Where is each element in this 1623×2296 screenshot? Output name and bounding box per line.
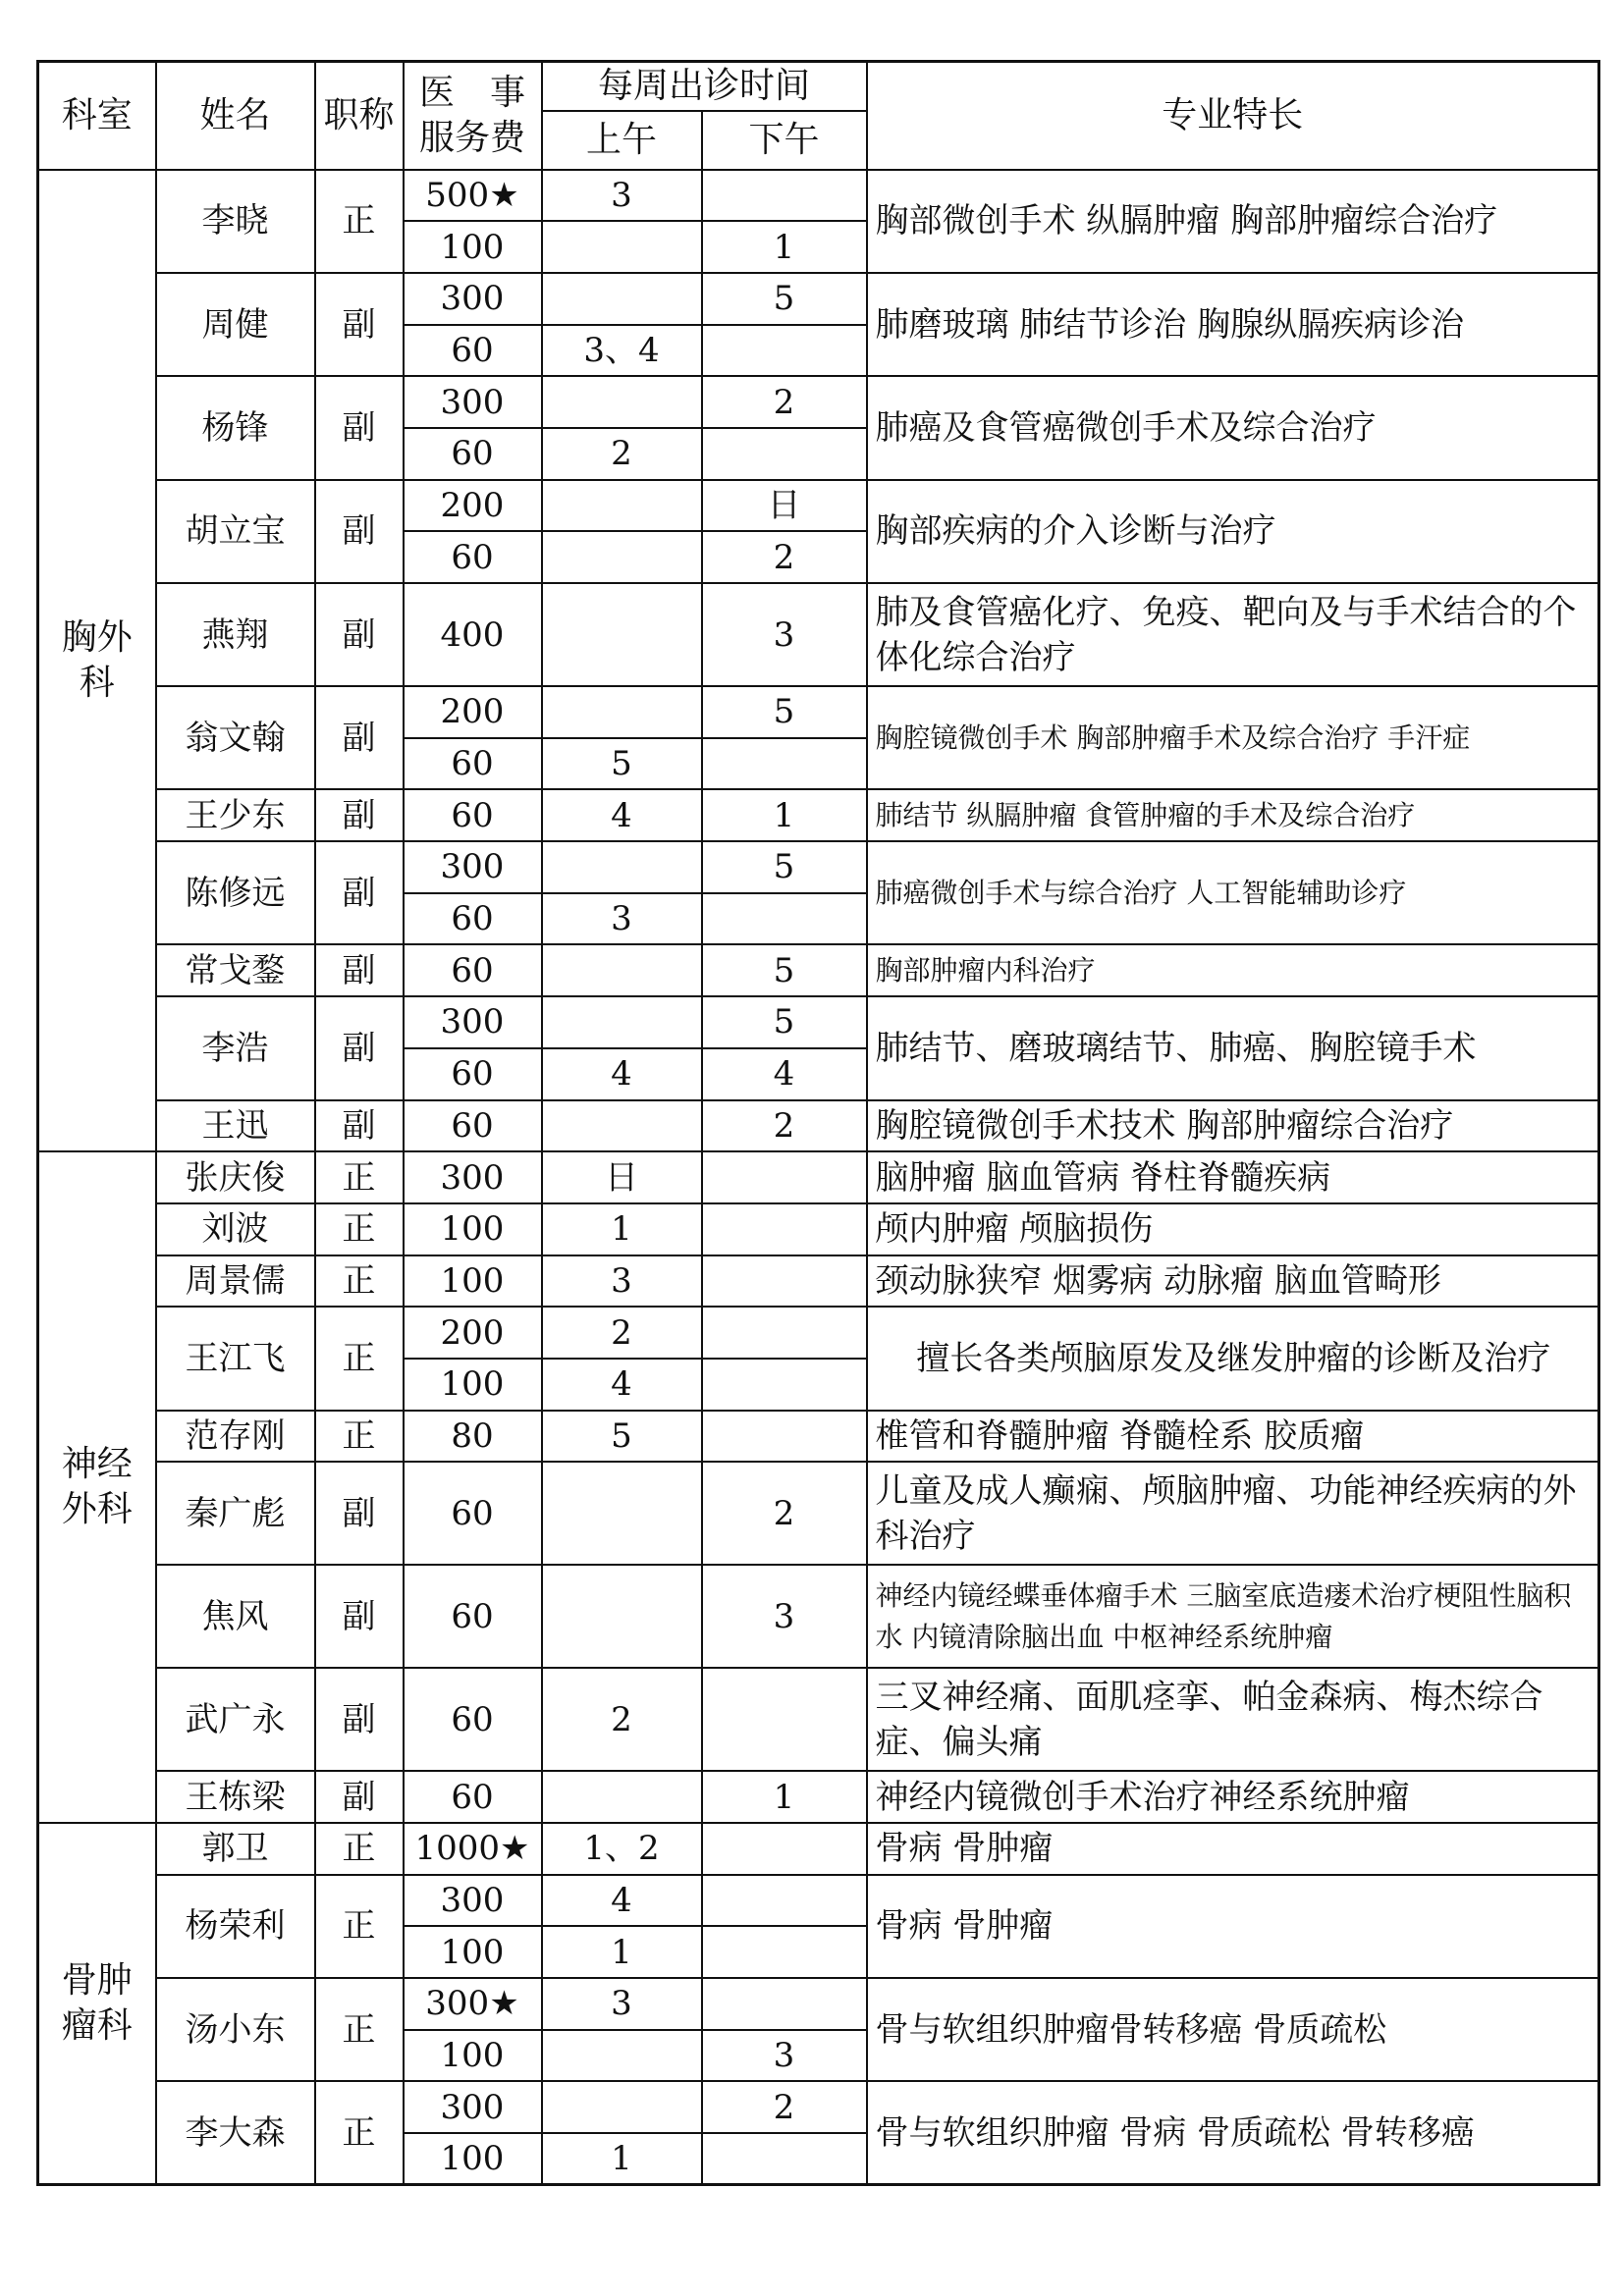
department-name: 胸外科: [38, 170, 156, 1152]
doctor-title: 副: [315, 686, 404, 789]
doctor-title: 正: [315, 1875, 404, 1978]
morning-slot: [542, 944, 702, 996]
doctor-name: 王迅: [156, 1100, 315, 1152]
doctor-name: 胡立宝: [156, 480, 315, 583]
service-fee: 300: [404, 376, 542, 428]
afternoon-slot: 1: [702, 221, 867, 273]
service-fee: 200: [404, 686, 542, 738]
table-row: [38, 1771, 1599, 1823]
afternoon-slot: [702, 1926, 867, 1978]
morning-slot: [542, 480, 702, 532]
afternoon-slot: 2: [702, 1462, 867, 1565]
table-row: [38, 789, 1599, 841]
service-fee: 300: [404, 841, 542, 893]
table-row: [38, 1668, 1599, 1771]
specialty: 神经内镜微创手术治疗神经系统肿瘤: [867, 1771, 1599, 1823]
doctor-title: 副: [315, 583, 404, 686]
service-fee: 100: [404, 1203, 542, 1255]
header-fee: [404, 62, 542, 170]
service-fee: 300: [404, 1151, 542, 1203]
morning-slot: 4: [542, 1359, 702, 1411]
morning-slot: 5: [542, 738, 702, 790]
header-name: 姓名: [156, 62, 315, 170]
doctor-title: 副: [315, 376, 404, 479]
header-title: 职称: [315, 62, 404, 170]
specialty: 肺结节、磨玻璃结节、肺癌、胸腔镜手术: [867, 996, 1599, 1099]
service-fee: 200: [404, 480, 542, 532]
doctor-name: 秦广彪: [156, 1462, 315, 1565]
header-dept: 科室: [38, 62, 156, 170]
specialty: 肺及食管癌化疗、免疫、靶向及与手术结合的个体化综合治疗: [867, 583, 1599, 686]
service-fee: 60: [404, 789, 542, 841]
morning-slot: [542, 1771, 702, 1823]
morning-slot: 4: [542, 1875, 702, 1927]
doctor-title: 副: [315, 1771, 404, 1823]
table-row: [38, 944, 1599, 996]
service-fee: 60: [404, 893, 542, 945]
service-fee: 1000★: [404, 1823, 542, 1875]
specialty: 肺癌微创手术与综合治疗 人工智能辅助诊疗: [867, 841, 1599, 944]
specialty: 颈动脉狭窄 烟雾病 动脉瘤 脑血管畸形: [867, 1255, 1599, 1308]
afternoon-slot: [702, 1668, 867, 1771]
afternoon-slot: [702, 738, 867, 790]
doctor-name: 刘波: [156, 1203, 315, 1255]
afternoon-slot: 2: [702, 2081, 867, 2133]
doctor-name: 杨荣利: [156, 1875, 315, 1978]
table-row: [38, 376, 1599, 428]
morning-slot: [542, 996, 702, 1048]
morning-slot: 日: [542, 1151, 702, 1203]
afternoon-slot: [702, 1411, 867, 1463]
service-fee: 300★: [404, 1978, 542, 2030]
specialty: 三叉神经痛、面肌痉挛、帕金森病、梅杰综合症、偏头痛: [867, 1668, 1599, 1771]
specialty: 骨病 骨肿瘤: [867, 1875, 1599, 1978]
morning-slot: 2: [542, 1307, 702, 1359]
doctor-name: 王少东: [156, 789, 315, 841]
afternoon-slot: [702, 170, 867, 222]
header-specialty: 专业特长: [867, 62, 1599, 170]
table-body: [38, 170, 1599, 2185]
morning-slot: 5: [542, 1411, 702, 1463]
service-fee: 100: [404, 2030, 542, 2082]
doctor-title: 副: [315, 1462, 404, 1565]
afternoon-slot: 5: [702, 996, 867, 1048]
service-fee: 400: [404, 583, 542, 686]
doctor-name: 王江飞: [156, 1307, 315, 1410]
service-fee: 60: [404, 738, 542, 790]
morning-slot: [542, 376, 702, 428]
specialty: 胸部肿瘤内科治疗: [867, 944, 1599, 996]
doctor-title: 正: [315, 1411, 404, 1463]
morning-slot: 3: [542, 1255, 702, 1308]
afternoon-slot: [702, 1823, 867, 1875]
afternoon-slot: 5: [702, 686, 867, 738]
service-fee: 100: [404, 1926, 542, 1978]
table-row: [38, 841, 1599, 893]
morning-slot: [542, 1462, 702, 1565]
service-fee: 100: [404, 1255, 542, 1308]
afternoon-slot: 5: [702, 273, 867, 325]
doctor-title: 副: [315, 996, 404, 1099]
specialty: 椎管和脊髓肿瘤 脊髓栓系 胶质瘤: [867, 1411, 1599, 1463]
header-fee-line2: 服务费: [418, 117, 525, 158]
afternoon-slot: [702, 893, 867, 945]
morning-slot: 2: [542, 1668, 702, 1771]
doctor-title: 正: [315, 170, 404, 273]
header-schedule: 每周出诊时间: [542, 62, 867, 111]
doctor-name: 范存刚: [156, 1411, 315, 1463]
table-row: [38, 1565, 1599, 1668]
afternoon-slot: [702, 1151, 867, 1203]
service-fee: 80: [404, 1411, 542, 1463]
service-fee: 300: [404, 1875, 542, 1927]
table-row: [38, 1307, 1599, 1359]
doctor-name: 李大森: [156, 2081, 315, 2184]
table-row: [38, 273, 1599, 325]
morning-slot: [542, 1565, 702, 1668]
doctor-title: 副: [315, 1668, 404, 1771]
service-fee: 60: [404, 428, 542, 480]
doctor-title: 正: [315, 1151, 404, 1203]
doctor-name: 李浩: [156, 996, 315, 1099]
morning-slot: 1: [542, 1203, 702, 1255]
table-row: [38, 686, 1599, 738]
afternoon-slot: 2: [702, 531, 867, 583]
doctor-title: 副: [315, 1565, 404, 1668]
doctor-title: 副: [315, 944, 404, 996]
service-fee: 60: [404, 1100, 542, 1152]
table-row: [38, 1151, 1599, 1203]
doctor-title: 正: [315, 1823, 404, 1875]
specialty: 胸腔镜微创手术技术 胸部肿瘤综合治疗: [867, 1100, 1599, 1152]
afternoon-slot: 1: [702, 1771, 867, 1823]
afternoon-slot: 3: [702, 583, 867, 686]
service-fee: 60: [404, 1771, 542, 1823]
doctor-name: 周健: [156, 273, 315, 376]
morning-slot: 2: [542, 428, 702, 480]
doctor-title: 副: [315, 480, 404, 583]
afternoon-slot: 2: [702, 1100, 867, 1152]
morning-slot: 4: [542, 1048, 702, 1100]
service-fee: 300: [404, 996, 542, 1048]
doctor-name: 武广永: [156, 1668, 315, 1771]
doctor-title: 正: [315, 1255, 404, 1308]
afternoon-slot: 日: [702, 480, 867, 532]
doctor-name: 张庆俊: [156, 1151, 315, 1203]
afternoon-slot: 5: [702, 841, 867, 893]
morning-slot: [542, 2030, 702, 2082]
service-fee: 300: [404, 273, 542, 325]
specialty: 神经内镜经蝶垂体瘤手术 三脑室底造瘘术治疗梗阻性脑积水 内镜清除脑出血 中枢神经系统肿瘤: [867, 1565, 1599, 1668]
doctor-name: 郭卫: [156, 1823, 315, 1875]
doctor-name: 翁文翰: [156, 686, 315, 789]
service-fee: 100: [404, 221, 542, 273]
morning-slot: 3、4: [542, 325, 702, 377]
afternoon-slot: [702, 1307, 867, 1359]
morning-slot: 3: [542, 1978, 702, 2030]
morning-slot: [542, 841, 702, 893]
morning-slot: 4: [542, 789, 702, 841]
table-row: [38, 1823, 1599, 1875]
doctor-title: 正: [315, 1307, 404, 1410]
table-row: [38, 1875, 1599, 1927]
header-pm: 下午: [702, 111, 867, 170]
doctor-title: 副: [315, 273, 404, 376]
morning-slot: [542, 531, 702, 583]
morning-slot: [542, 1100, 702, 1152]
service-fee: 60: [404, 325, 542, 377]
table-row: [38, 996, 1599, 1048]
afternoon-slot: [702, 1875, 867, 1927]
afternoon-slot: [702, 1203, 867, 1255]
specialty: 胸部疾病的介入诊断与治疗: [867, 480, 1599, 583]
afternoon-slot: 3: [702, 2030, 867, 2082]
doctor-title: 副: [315, 1100, 404, 1152]
specialty: 骨与软组织肿瘤 骨病 骨质疏松 骨转移癌: [867, 2081, 1599, 2184]
afternoon-slot: 5: [702, 944, 867, 996]
morning-slot: [542, 686, 702, 738]
specialty: 骨与软组织肿瘤骨转移癌 骨质疏松: [867, 1978, 1599, 2081]
service-fee: 100: [404, 1359, 542, 1411]
doctor-name: 李晓: [156, 170, 315, 273]
table-row: [38, 480, 1599, 532]
table-row: [38, 2081, 1599, 2133]
morning-slot: 1: [542, 2133, 702, 2185]
afternoon-slot: [702, 1978, 867, 2030]
specialty: 肺磨玻璃 肺结节诊治 胸腺纵膈疾病诊治: [867, 273, 1599, 376]
department-name: 骨肿瘤科: [38, 1823, 156, 2185]
morning-slot: 1、2: [542, 1823, 702, 1875]
specialty: 胸部微创手术 纵膈肿瘤 胸部肿瘤综合治疗: [867, 170, 1599, 273]
header-am: 上午: [542, 111, 702, 170]
header-fee-line1: 医 事: [418, 72, 525, 113]
specialty: 肺癌及食管癌微创手术及综合治疗: [867, 376, 1599, 479]
doctor-name: 王栋梁: [156, 1771, 315, 1823]
doctor-name: 汤小东: [156, 1978, 315, 2081]
morning-slot: 1: [542, 1926, 702, 1978]
specialty: 脑肿瘤 脑血管病 脊柱脊髓疾病: [867, 1151, 1599, 1203]
service-fee: 200: [404, 1307, 542, 1359]
table-row: [38, 1411, 1599, 1463]
service-fee: 500★: [404, 170, 542, 222]
afternoon-slot: [702, 428, 867, 480]
doctor-name: 燕翔: [156, 583, 315, 686]
table-row: [38, 1255, 1599, 1308]
morning-slot: [542, 2081, 702, 2133]
morning-slot: [542, 273, 702, 325]
specialty: 擅长各类颅脑原发及继发肿瘤的诊断及治疗: [867, 1307, 1599, 1410]
specialty: 肺结节 纵膈肿瘤 食管肿瘤的手术及综合治疗: [867, 789, 1599, 841]
service-fee: 100: [404, 2133, 542, 2185]
service-fee: 60: [404, 531, 542, 583]
department-name: 神经外科: [38, 1151, 156, 1823]
doctor-title: 正: [315, 2081, 404, 2184]
doctor-name: 周景儒: [156, 1255, 315, 1308]
doctor-title: 副: [315, 789, 404, 841]
morning-slot: [542, 583, 702, 686]
service-fee: 60: [404, 1462, 542, 1565]
afternoon-slot: 2: [702, 376, 867, 428]
specialty: 颅内肿瘤 颅脑损伤: [867, 1203, 1599, 1255]
afternoon-slot: [702, 325, 867, 377]
schedule-table: [36, 60, 1600, 2186]
afternoon-slot: 3: [702, 1565, 867, 1668]
table-row: [38, 1203, 1599, 1255]
doctor-title: 正: [315, 1203, 404, 1255]
service-fee: 60: [404, 1668, 542, 1771]
specialty: 骨病 骨肿瘤: [867, 1823, 1599, 1875]
doctor-title: 副: [315, 841, 404, 944]
afternoon-slot: 1: [702, 789, 867, 841]
afternoon-slot: [702, 2133, 867, 2185]
table-row: [38, 170, 1599, 222]
service-fee: 60: [404, 1048, 542, 1100]
doctor-title: 正: [315, 1978, 404, 2081]
doctor-name: 陈修远: [156, 841, 315, 944]
specialty: 儿童及成人癫痫、颅脑肿瘤、功能神经疾病的外科治疗: [867, 1462, 1599, 1565]
afternoon-slot: [702, 1255, 867, 1308]
doctor-name: 焦风: [156, 1565, 315, 1668]
service-fee: 300: [404, 2081, 542, 2133]
table-row: [38, 1978, 1599, 2030]
service-fee: 60: [404, 1565, 542, 1668]
doctor-name: 杨锋: [156, 376, 315, 479]
table-row: [38, 1462, 1599, 1565]
morning-slot: 3: [542, 893, 702, 945]
doctor-name: 常戈鍪: [156, 944, 315, 996]
specialty: 胸腔镜微创手术 胸部肿瘤手术及综合治疗 手汗症: [867, 686, 1599, 789]
afternoon-slot: [702, 1359, 867, 1411]
table-row: [38, 1100, 1599, 1152]
morning-slot: [542, 221, 702, 273]
service-fee: 60: [404, 944, 542, 996]
afternoon-slot: 4: [702, 1048, 867, 1100]
table-row: [38, 583, 1599, 686]
morning-slot: 3: [542, 170, 702, 222]
